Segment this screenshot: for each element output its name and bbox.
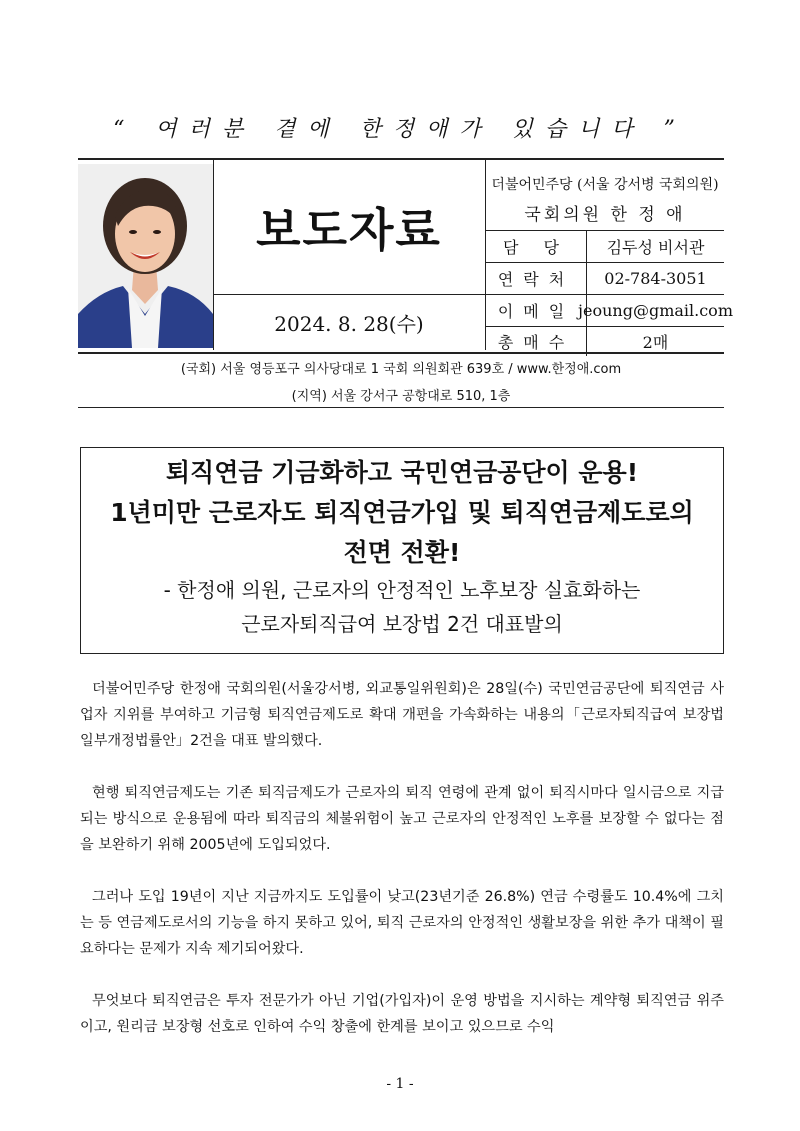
body-paragraph: 현행 퇴직연금제도는 기존 퇴직금제도가 근로자의 퇴직 연령에 관계 없이 퇴직시마다 일시금으로 지급되는 방식으로 운용됨에 따라 퇴직금의 체불위험이 높고 근로자의 안정적인 노후를 보장할 수 없다는 점을 보완하기 위해 2005년에 도입되었다. <box>80 785 724 853</box>
member-name: 국회의원 한 정 애 <box>524 205 686 225</box>
page-number: - 1 - <box>386 1076 414 1092</box>
press-release-title: 보도자료 <box>256 203 442 257</box>
contact-key: 총매수 <box>486 327 587 356</box>
photo-cell <box>78 160 214 350</box>
body-paragraph: 그러나 도입 19년이 지난 지금까지도 도입률이 낮고(23년기준 26.8%) 연금 수령률도 10.4%에 그치는 등 연금제도로서의 기능을 하지 못하고 있어, 퇴직 근로자의 안정적인 생활보장을 위한 추가 대책이 필요하다는 문제가 지속 제기되어왔다. <box>80 889 724 957</box>
organization-cell <box>486 160 724 231</box>
headline-box <box>80 447 724 654</box>
contact-value: jeoung@gmail.com <box>578 301 733 320</box>
contact-value: 김두성 비서관 <box>606 238 705 257</box>
contact-row-staff <box>486 231 724 263</box>
contact-value: 2매 <box>642 333 669 352</box>
body-paragraph: 더불어민주당 한정애 국회의원(서울강서병, 외교통일위원회)은 28일(수) 국민연금공단에 퇴직연금 사업자 지위를 부여하고 기금형 퇴직연금제도로 확대 개편을 가속화하는 내용의「근로자퇴직급여 보장법 일부개정법률안」2건을 대표 발의했다. <box>80 681 724 749</box>
press-header-table <box>78 158 733 354</box>
contact-value: 02-784-3051 <box>604 269 707 288</box>
press-release-title-cell <box>213 160 486 295</box>
subheadline-line-2: 근로자퇴직급여 보장법 2건 대표발의 <box>241 612 563 636</box>
body-paragraph: 무엇보다 퇴직연금은 투자 전문가가 아닌 기업(가입자)이 운영 방법을 지시하는 계약형 퇴직연금 위주이고, 원리금 보장형 선호로 인하여 수익 창출에 한계를 보이고 있으므로 수익 <box>80 993 724 1035</box>
headline-line-1: 퇴직연금 기금화하고 국민연금공단이 운용! <box>165 458 639 487</box>
address-local: (지역) 서울 강서구 공항대로 510, 1층 <box>291 389 511 404</box>
address-divider <box>78 407 724 408</box>
lawmaker-photo <box>78 164 213 348</box>
party-label: 더불어민주당 (서울 강서병 국회의원) <box>491 177 719 193</box>
contact-row-pages <box>486 327 724 356</box>
contact-key: 담 당 <box>486 231 587 262</box>
contact-row-phone <box>486 263 724 295</box>
address-assembly: (국회) 서울 영등포구 의사당대로 1 국회 의원회관 639호 / www.한정애.com <box>180 362 622 377</box>
slogan: “ 여러분 곁에 한정애가 있습니다 ” <box>113 117 687 142</box>
contact-row-email <box>486 295 733 327</box>
release-date: 2024. 8. 28(수) <box>213 295 486 350</box>
contact-key: 이메일 <box>486 295 587 326</box>
contact-key: 연락처 <box>486 263 587 294</box>
headline-line-3: 전면 전환! <box>343 538 461 567</box>
subheadline-line-1: - 한정애 의원, 근로자의 안정적인 노후보장 실효화하는 <box>163 578 641 602</box>
headline-line-2: 1년미만 근로자도 퇴직연금가입 및 퇴직연금제도로의 <box>110 498 694 527</box>
